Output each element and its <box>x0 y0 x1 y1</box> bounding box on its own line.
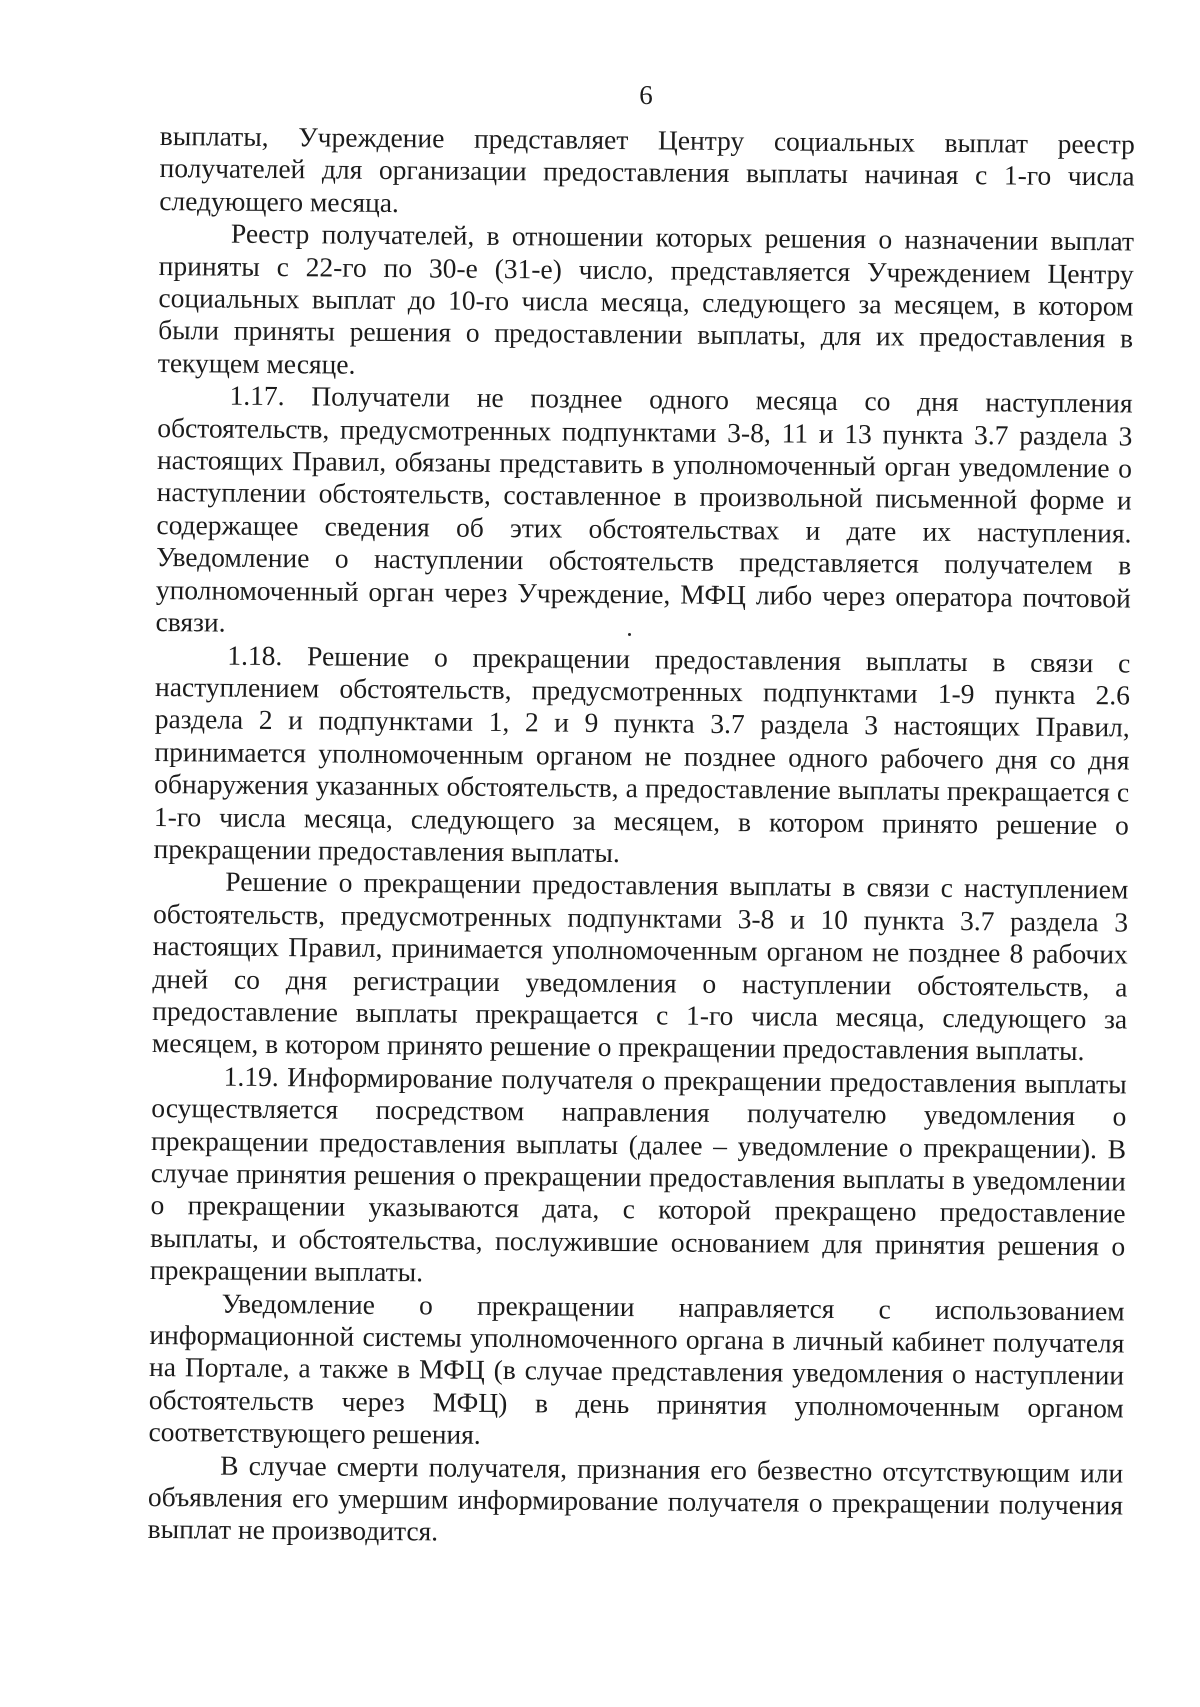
paragraph-death-case: В случае смерти получателя, признания его безвестно отсутствующим или объявления его умершим информирование получателя о прекращении получения выплат не производится. <box>147 1449 1124 1547</box>
document-body <box>148 120 1135 1554</box>
paragraph-1-17: 1.17. Получатели не позднее одного месяца со дня наступления обстоятельств, предусмотренных подпунктами 3-8, 11 и 13 пункта 3.7 раздела 3 настоящих Правил, обязаны представить в уполномоченный орган уведомление о наступлении обстоятельств, составленное в произвольной письменной форме и содержащее сведения об этих обстоятельствах и дате их наступления. Уведомление о наступлении обстоятельств представляется получателем в уполномоченный орган через Учреждение, МФЦ либо через оператора почтовой связи. <box>155 379 1133 638</box>
paragraph-1-19: 1.19. Информирование получателя о прекращении предоставления выплаты осуществляется посредством направления получателю уведомления о прекращении предоставления выплаты (далее – уведомление о прекращении). В случае принятия решения о прекращении предоставления выплаты в уведомлении о прекращении указываются дата, с которой прекращено предоставление выплаты, и обстоятельства, послужившие основанием для принятия решения о прекращении выплаты. <box>149 1060 1127 1288</box>
scan-speck <box>628 633 631 636</box>
paragraph-registry: Реестр получателей, в отношении которых решения о назначении выплат приняты с 22-го по 30-е (31-е) число, представляется Учреждением Центру социальных выплат до 10-го числа месяца, следующего за месяцем, в котором были приняты решения о предоставлении выплаты, для их предоставления в текущем месяце. <box>157 217 1135 380</box>
paragraph-1-18-decision: Решение о прекращении предоставления выплаты в связи с наступлением обстоятельств, предусмотренных подпунктами 3-8 и 10 пункта 3.7 раздела 3 настоящих Правил, принимается уполномоченным органом не позднее 8 рабочих дней со дня регистрации уведомления о наступлении обстоятельств, а предоставление выплаты прекращается с 1-го числа месяца, следующего за месяцем, в котором принято решение о прекращении предоставления выплаты. <box>151 865 1129 1067</box>
paragraph-continuation: выплаты, Учреждение представляет Центру социальных выплат реестр получателей для организации предоставления выплаты начиная с 1-го числа следующего месяца. <box>159 120 1135 218</box>
paragraph-notification: Уведомление о прекращении направляется с использованием информационной системы уполномоченного органа в личный кабинет получателя на Портале, а также в МФЦ (в случае представления уведомления о наступлении обстоятельств через МФЦ) в день принятия уполномоченным органом соответствующего решения. <box>148 1287 1125 1451</box>
paragraph-1-18: 1.18. Решение о прекращении предоставления выплаты в связи с наступлением обстоятельств, предусмотренных подпунктами 1-9 пункта 2.6 раздела 2 и подпунктами 1, 2 и 9 пункта 3.7 раздела 3 настоящих Правил, принимается уполномоченным органом не позднее одного рабочего дня со дня обнаружения указанных обстоятельств, а предоставление выплаты прекращается с 1-го числа месяца, следующего за месяцем, в котором принято решение о прекращении предоставления выплаты. <box>153 639 1131 868</box>
page-number: 6 <box>639 80 653 110</box>
